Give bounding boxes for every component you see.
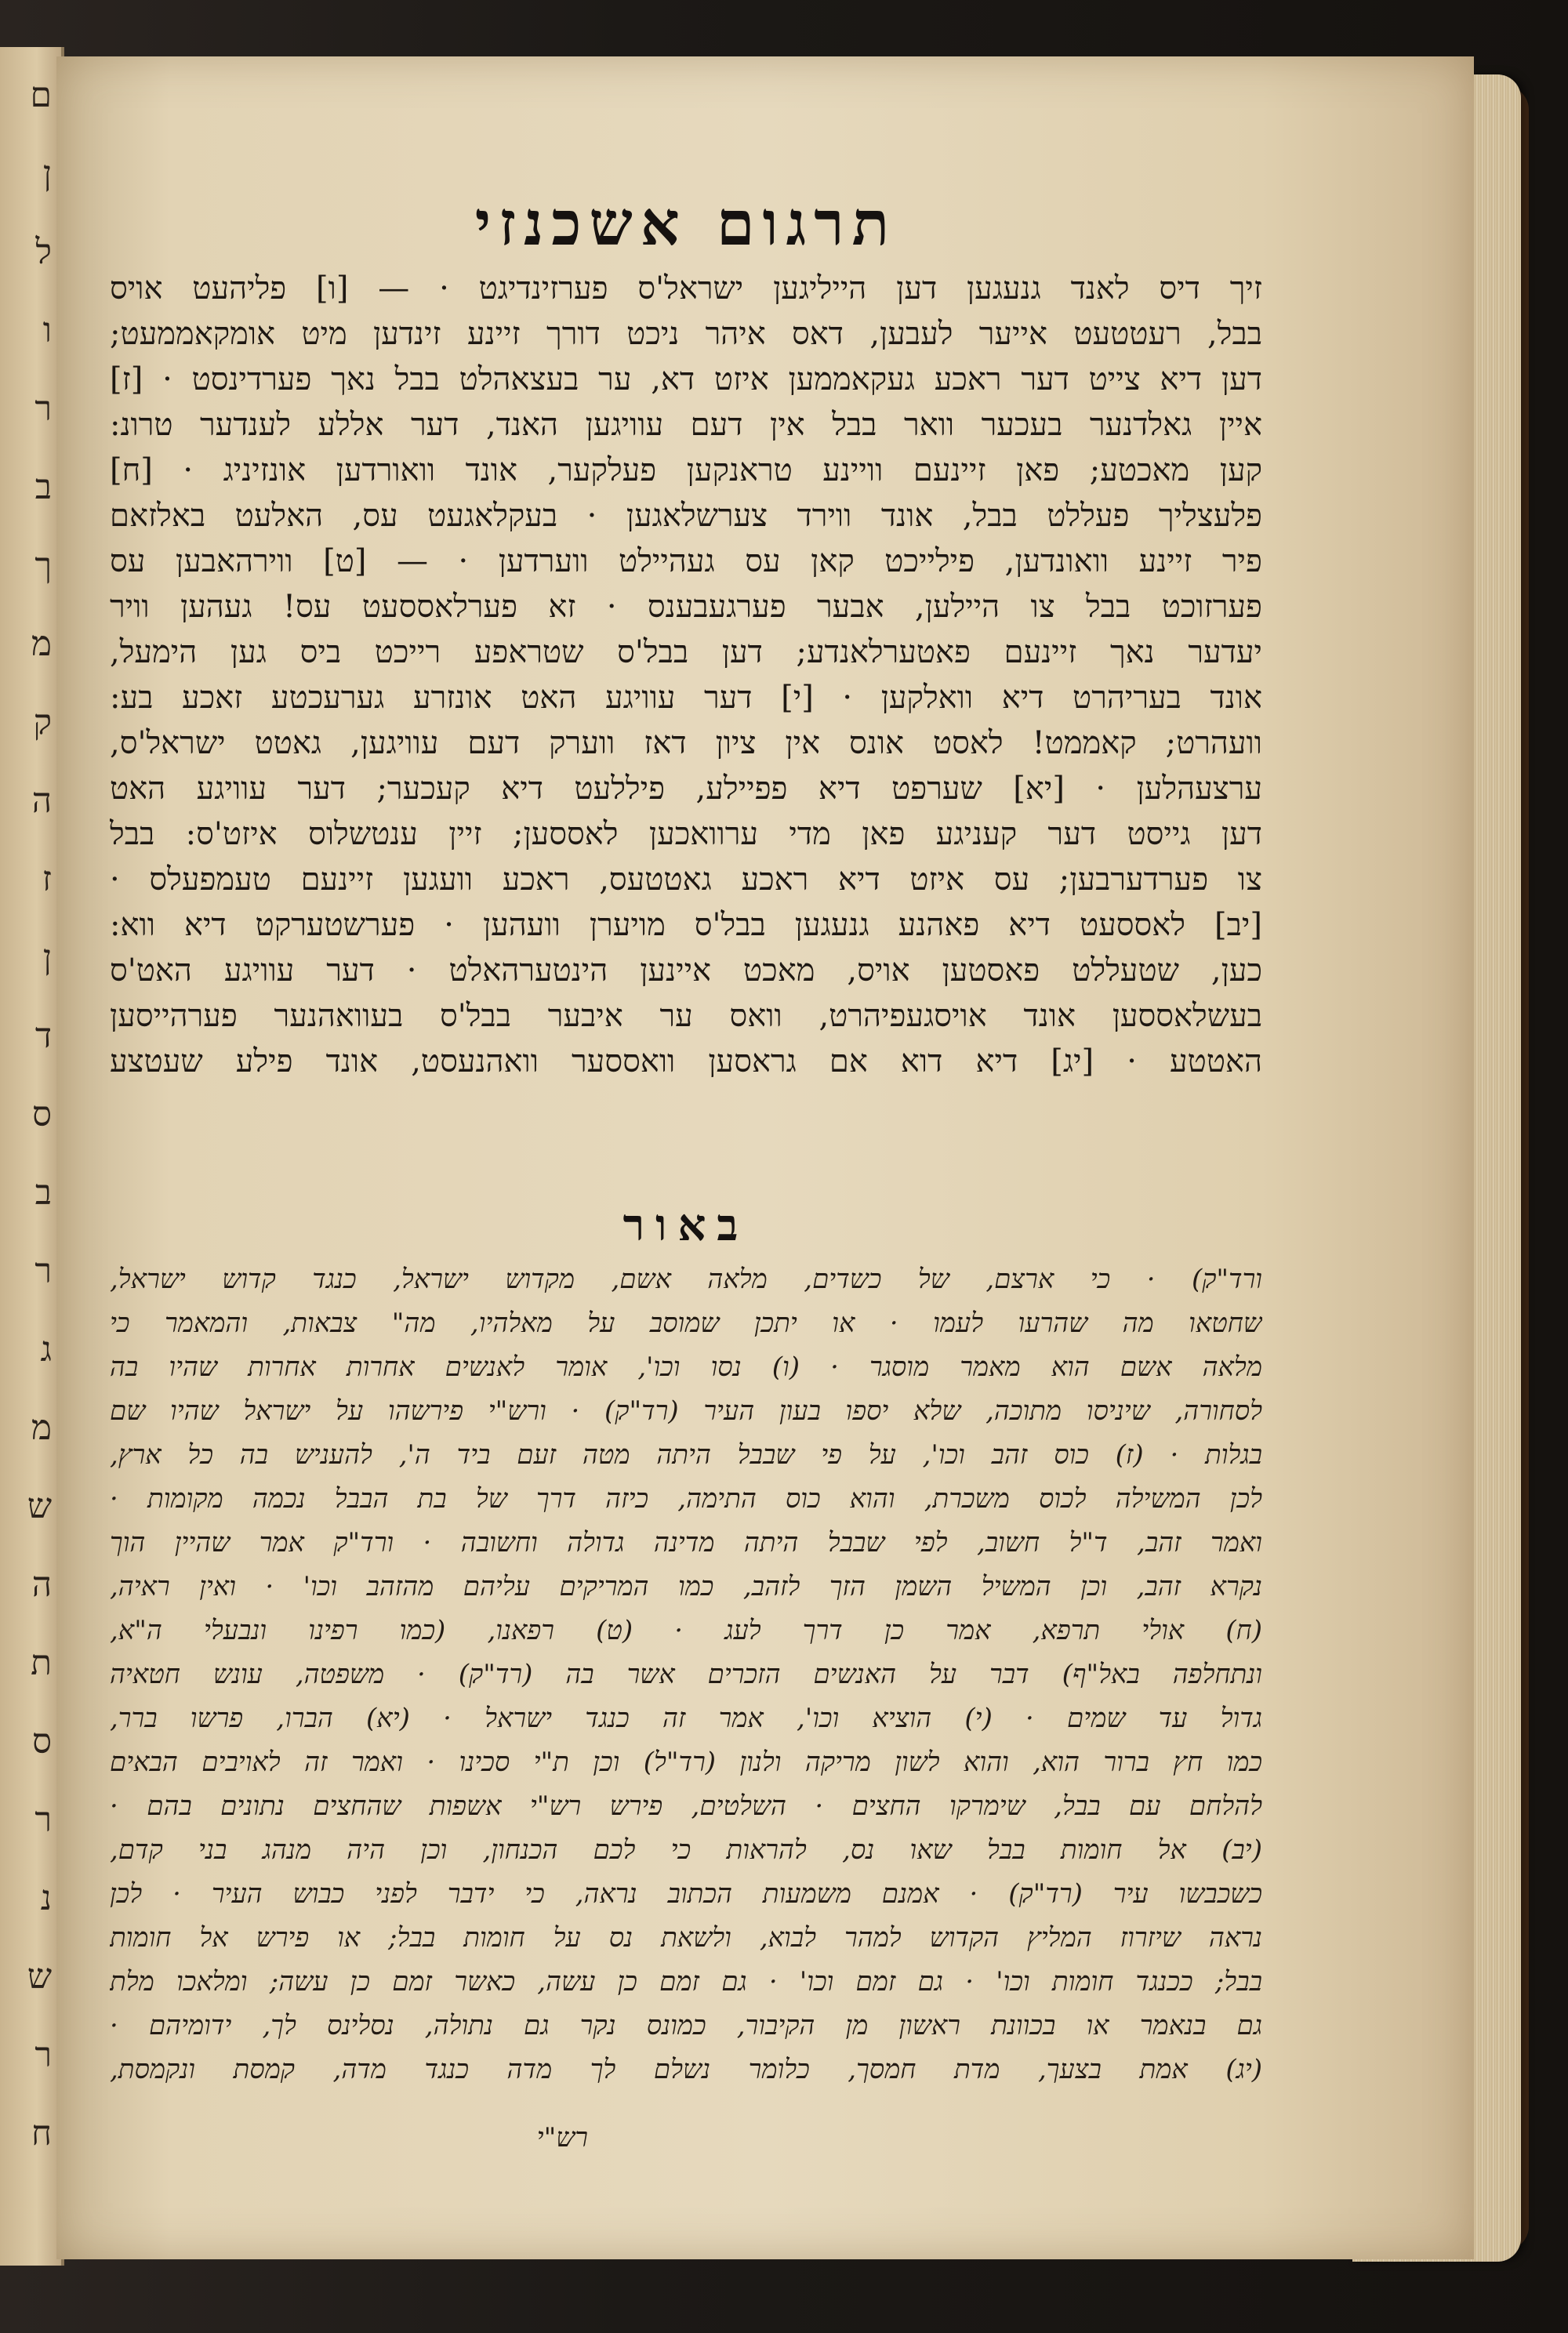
translation-line: פערזוכט בבל צו היילען, אבער פערגעבענס · זא פערלאססעט עס! געהען וויר bbox=[110, 591, 1262, 622]
left-page-fragment: מ bbox=[31, 1408, 52, 1448]
translation-line: בבל, רעטטעט אייער לעבען, דאס איהר ניכט דורך זיינע זינדען מיט אומקאממעט; bbox=[110, 318, 1262, 350]
commentary-line: (יג) אמת בצעך, מדת חמסך, כלומר נשלם לך מדה כנגד מדה, קמסת ונקמסת, bbox=[110, 2056, 1262, 2083]
translation-line: דען גייסט דער קעניגע פאן מדי ערוואכען לאססען; זיין ענטשלוס איזט'ס: בבל bbox=[110, 818, 1262, 850]
commentary-line: בגלות · (ז) כוס זהב וכו', על פי שבבל היתה מטה זעם ביד ה', להעניש בה כל ארץ, bbox=[110, 1442, 1262, 1468]
translation-line: צו פערדערבען; עס איזט דיא ראכע גאטטעס, ראכע וועגען זיינעם טעמפעלס · bbox=[110, 864, 1262, 895]
left-page-fragment: ב bbox=[34, 467, 52, 507]
left-page-fragment: ן bbox=[42, 154, 52, 194]
left-page-fragment: ן bbox=[42, 938, 52, 978]
left-page-fragment: ל bbox=[35, 232, 52, 272]
translation-line: פלעצליך פעללט בבל, אונד ווירד צערשלאגען · בעקלאגעט עס, האלעט באלזאם bbox=[110, 500, 1262, 532]
commentary-line: בבל; ככנגד חומות וכו' · גם זמם וכו' · גם זמם כן עשה, כאשר זמם כן עשה; ומלאכו מלת bbox=[110, 1968, 1262, 1995]
left-page-fragment: ד bbox=[34, 1016, 52, 1056]
left-page-fragment: ו bbox=[42, 310, 52, 350]
translation-line: כען, שטעללט פאסטען אויס, מאכט איינען הינטערהאלט · דער עוויגע האט'ס bbox=[110, 955, 1262, 986]
commentary-line: נראה שיזרוז המליץ הקדוש למהר לבוא, ולשאת נס על חומות בבל; או פירש אל חומות bbox=[110, 1925, 1262, 1951]
left-page-fragment: ב bbox=[34, 1173, 52, 1213]
translation-line: קען מאכטע; פאן זיינעם וויינע טראנקען פעלקער, אונד וואורדען אונזיניג · [ח] bbox=[110, 455, 1262, 486]
left-page-fragment: ג bbox=[40, 1330, 52, 1370]
left-page-fragment: ה bbox=[31, 781, 52, 821]
translation-line: [יב] לאססעט דיא פאהנע גנעגען בבל'ס מויערן וועהען · פערשטערקט דיא ווא: bbox=[110, 909, 1262, 941]
left-page-fragment: ס bbox=[31, 1094, 52, 1134]
left-page-fragment: ז bbox=[42, 859, 52, 899]
commentary-line: כמו חץ ברור הוא, והוא לשון מריקה ולנון (רד"ל) וכן ת"י סכינו · ואמר זה לאויבים הבאים bbox=[110, 1749, 1262, 1776]
commentary-line: לכן המשילה לכוס משכרת, והוא כוס התימה, כיזה דרך של בת הבבל נכמה מקומות · bbox=[110, 1486, 1262, 1512]
left-page-fragment: ח bbox=[31, 2113, 52, 2153]
left-page-fragment: ם bbox=[30, 75, 52, 115]
left-page-fragment: ך bbox=[34, 546, 52, 586]
left-page-fragment: ר bbox=[34, 1800, 52, 1840]
commentary-line: נקרא זהב, וכן המשיל השמן הזך לזהב, כמו המריקים עליהם מהזהב וכו' · ואין ראיה, bbox=[110, 1573, 1262, 1600]
commentary-line: (יב) אל חומות בבל שאו נס, להראות כי לכם הכנחון, וכן היה מנהג בני קדם, bbox=[110, 1837, 1262, 1863]
left-page-fragment: ס bbox=[31, 1722, 52, 1762]
commentary-line: (ח) אולי תרפא, אמר כן דרך לעג · (ט) רפאנו, (כמו רפינו ונבעלי ה"א, bbox=[110, 1617, 1262, 1644]
translation-line: פיר זיינע וואונדען, פילייכט קאן עס געהיילט ווערדען · — [ט] ווירהאבען עס bbox=[110, 546, 1262, 577]
left-page-fragment: ר bbox=[34, 389, 52, 429]
translation-line: האטטע · [יג] דיא דוא אם גראסען וואססער וואהנעסט, אונד פילע שעטצע bbox=[110, 1046, 1262, 1077]
left-page-fragment: ק bbox=[33, 702, 52, 742]
left-page-fragment: ר bbox=[34, 1251, 52, 1291]
translation-line: דען דיא צייט דער ראכע געקאממען איזט דא, ער בעצאהלט בבל נאך פערדינסט · [ז] bbox=[110, 364, 1262, 395]
commentary-line: ורד"ק) · כי ארצם, של כשדים, מלאה אשם, מקדוש ישראל, כנגד קדוש ישראל, bbox=[110, 1266, 1262, 1293]
left-page-fragment: נ bbox=[40, 1878, 52, 1918]
translation-line: אונד בעריהרט דיא וואלקען · [י] דער עוויגע האט אונזרע גערעכטע זאכע בע: bbox=[110, 682, 1262, 713]
left-page-fragment: ש bbox=[27, 1957, 52, 1997]
commentary-line: ואמר זהב, ד"ל חשוב, לפי שבבל היתה מדינה גדולה וחשובה · ורד"ק אמר שהיין הוך bbox=[110, 1529, 1262, 1556]
commentary-heading: באור bbox=[622, 1199, 750, 1251]
page-title: תרגום אשכנזי bbox=[474, 188, 898, 259]
translation-line: זיך דיס לאנד גנעגען דען הייליגען ישראל'ס פערזינדיגט · — [ו] פליהעט אויס bbox=[110, 273, 1262, 304]
left-page-fragment: ת bbox=[31, 1643, 52, 1683]
translation-line: איין גאלדנער בעכער וואר בבל אין דעם עוויגען האנד, דער אללע לענדער טרונ: bbox=[110, 409, 1262, 441]
commentary-line: ונתחלפה באל"ף) דבר על האנשים הזכרים אשר בה (רד"ק) · משפטה, עונש חטאיה bbox=[110, 1661, 1262, 1688]
commentary-line: שחטאו מה שהרעו לעמו · או יתכן שמוסב על מאלהיו, מה" צבאות, והמאמר כי bbox=[110, 1310, 1262, 1337]
translation-line: ערצעהלען · [יא] שערפט דיא פפיילע, פיללעט דיא קעכער; דער עוויגע האט bbox=[110, 773, 1262, 804]
left-page-fragment: ה bbox=[31, 1565, 52, 1605]
translation-line: וועהרט; קאממט! לאסט אונס אין ציון דאז ווערק דעם עוויגען, גאטט ישראל'ס, bbox=[110, 727, 1262, 759]
commentary-line: כשכבשו עיר (רד"ק) · אמנם משמעות הכתוב נראה, כי ידבר לפני כבוש העיר · לכן bbox=[110, 1881, 1262, 1907]
commentary-line: גם בנאמר או בכוונת ראשון מן הקיבור, כמונס נקר גם נתולה, נסלינס לך, ידומיהם · bbox=[110, 2012, 1262, 2039]
commentary-line: גדול עד שמים · (י) הוציא וכו', אמר זה כנגד ישראל · (יא) הברו, פרשו ברר, bbox=[110, 1705, 1262, 1732]
translation-line: בעשלאססען אונד אויסגעפיהרט, וואס ער איבער בבל'ס בעוואהנער פערהייסען bbox=[110, 1000, 1262, 1032]
commentary-last-line: רש"י bbox=[536, 2124, 588, 2151]
commentary-line: להלחם עם בבל, שימרקו החצים · השלטים, פירש רש"י אשפות שהחצים נתונים בהם · bbox=[110, 1793, 1262, 1820]
left-page-fragment: מ bbox=[31, 624, 52, 664]
left-page-fragment: ר bbox=[34, 2035, 52, 2075]
left-page-sliver bbox=[0, 47, 64, 2266]
left-page-fragment: ש bbox=[27, 1486, 52, 1526]
translation-line: יעדער נאך זיינעם פאטערלאנדע; דען בבל'ס שטראפע רייכט ביס גען הימעל, bbox=[110, 637, 1262, 668]
commentary-line: לסחורה, שיניסו מתוכה, שלא יספו בעון העיר (רד"ק) · ורש"י פירשהו על ישראל שהיו שם bbox=[110, 1398, 1262, 1424]
commentary-line: מלאה אשם הוא מאמר מוסגר · (ו) נסו וכו', אומר לאנשים אחרות אחרות שהיו בה bbox=[110, 1354, 1262, 1381]
